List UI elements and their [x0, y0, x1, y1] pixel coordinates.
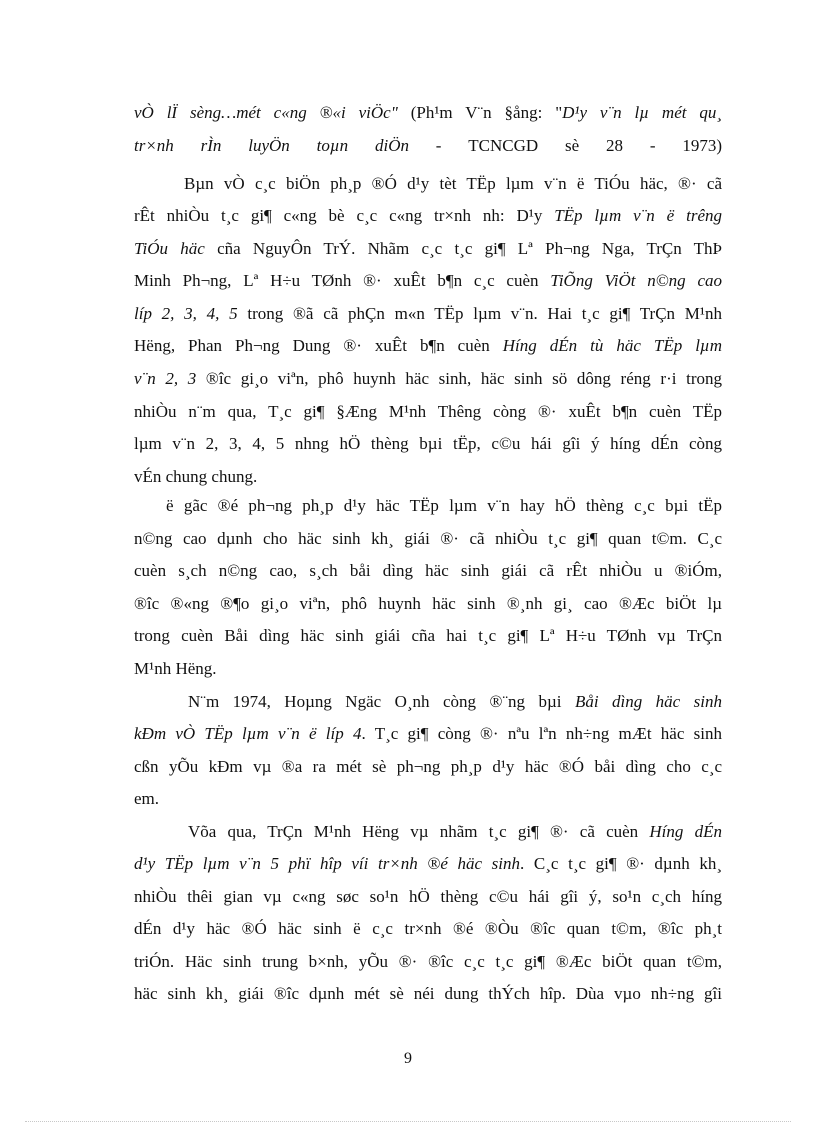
text-run: em. — [134, 789, 160, 808]
italic-text: TiÓu häc — [134, 239, 205, 258]
text-run: dÉn d¹y häc ®Ó häc sinh ë c¸c tr×nh ®é ®Òu ®îc quan t©m, ®îc ph¸t — [134, 919, 722, 938]
text-line — [134, 724, 722, 744]
italic-text: TËp lµm v¨n ë trêng — [554, 206, 722, 225]
italic-text: Híng dÉn — [649, 822, 722, 841]
text-run: cuèn s¸ch n©ng cao, s¸ch båi dìng häc sinh giái cã rÊt nhiÒu u ®iÓm, — [134, 561, 722, 580]
text-line — [134, 467, 722, 487]
text-line — [134, 626, 722, 646]
text-line — [166, 496, 722, 516]
text-run: trong cuèn Båi dìng häc sinh giái cña hai t¸c gi¶ Lª H÷u TØnh vµ TrÇn — [134, 626, 722, 645]
text-run: Bµn vÒ c¸c biÖn ph¸p ®Ó d¹y tèt TËp lµm v¨n ë TiÓu häc, ®· cã — [184, 174, 722, 193]
text-line — [134, 789, 722, 809]
text-line — [134, 402, 722, 422]
text-line — [134, 304, 722, 324]
text-line — [134, 434, 722, 454]
text-run: N¨m 1974, Hoµng Ngäc O¸nh còng ®¨ng bµi — [188, 692, 575, 711]
text-run: ë gãc ®é ph¬ng ph¸p d¹y häc TËp lµm v¨n hay hÖ thèng c¸c bµi tËp — [166, 496, 722, 515]
text-run: ®îc ®«ng ®¶o gi¸o viªn, phô huynh häc sinh ®¸nh gi¸ cao ®Æc biÖt lµ — [134, 594, 722, 613]
italic-text: D¹y v¨n lµ mét qu¸ — [562, 103, 722, 122]
text-line — [188, 692, 722, 712]
text-line — [134, 854, 722, 874]
italic-text: líp 2, 3, 4, 5 — [134, 304, 238, 323]
text-run: . C¸c t¸c gi¶ ®· dµnh kh¸ — [520, 854, 722, 873]
text-run: Minh Ph¬ng, Lª H÷u TØnh ®· xuÊt b¶n c¸c cuèn — [134, 271, 551, 290]
text-run: lµm v¨n 2, 3, 4, 5 nhng hÖ thèng bµi tËp, c©u hái gîi ý híng dÉn còng — [134, 434, 722, 453]
text-run: rÊt nhiÒu t¸c gi¶ c«ng bè c¸c c«ng tr×nh nh: D¹y — [134, 206, 555, 225]
text-line — [134, 336, 722, 356]
text-run: triÓn. Häc sinh trung b×nh, yÕu ®· ®îc c¸c t¸c gi¶ ®Æc biÖt quan t©m, — [134, 952, 722, 971]
text-run: trong ®ã cã phÇn m«n TËp lµm v¨n. Hai t¸c gi¶ TrÇn M¹nh — [237, 304, 722, 323]
text-line — [134, 952, 722, 972]
text-run: cña NguyÔn TrÝ. Nhãm c¸c t¸c gi¶ Lª Ph¬ng Nga, TrÇn ThÞ — [204, 239, 722, 258]
text-run: (Ph¹m V¨n §ång: " — [397, 103, 563, 122]
italic-text: kÐm vÒ TËp lµm v¨n ë líp 4 — [134, 724, 362, 743]
italic-text: Båi dìng häc sinh — [574, 692, 722, 711]
text-run: n©ng cao dµnh cho häc sinh kh¸ giái ®· cã nhiÒu t¸c gi¶ quan t©m. C¸c — [134, 529, 722, 548]
text-run: nhiÒu thêi gian vµ c«ng søc so¹n hÖ thèng c©u hái gîi ý, so¹n c¸ch híng — [134, 887, 722, 906]
text-line — [134, 271, 722, 291]
text-line — [134, 206, 722, 226]
text-line — [134, 887, 722, 907]
text-run: . T¸c gi¶ còng ®· nªu lªn nh÷ng mÆt häc sinh — [361, 724, 722, 743]
text-run: vÉn chung chung. — [134, 467, 258, 486]
text-line — [134, 239, 722, 259]
text-line — [134, 659, 722, 679]
text-line — [134, 136, 722, 156]
text-run: Võa qua, TrÇn M¹nh Hëng vµ nhãm t¸c gi¶ ®· cã cuèn — [188, 822, 650, 841]
text-run: nhiÒu n¨m qua, T¸c gi¶ §Æng M¹nh Thêng còng ®· xuÊt b¶n cuèn TËp — [134, 402, 722, 421]
text-line — [188, 822, 722, 842]
italic-text: vÒ lÏ sèng…mét c«ng ®«i viÖc" — [134, 103, 398, 122]
text-line — [134, 594, 722, 614]
italic-text: d¹y TËp lµm v¨n 5 phï hîp víi tr×nh ®é häc sinh — [134, 854, 521, 873]
text-line — [134, 529, 722, 549]
text-line — [134, 103, 722, 123]
italic-text: tr×nh rÌn luyÖn toµn diÖn - — [134, 136, 469, 155]
page-number: 9 — [404, 1050, 412, 1067]
text-line — [134, 984, 722, 1004]
text-run: M¹nh Hëng. — [134, 659, 217, 678]
text-run: TCNCGD sè 28 - 1973) — [468, 136, 722, 155]
text-line — [134, 757, 722, 777]
text-line — [134, 369, 722, 389]
text-line — [134, 919, 722, 939]
page-bottom-border — [25, 1121, 791, 1122]
italic-text: v¨n 2, 3 — [134, 369, 197, 388]
italic-text: Híng dÉn tù häc TËp lµm — [502, 336, 722, 355]
text-run: häc sinh kh¸ giái ®îc dµnh mét sè néi dung thÝch hîp. Dùa vµo nh÷ng gîi — [134, 984, 722, 1003]
text-line — [134, 561, 722, 581]
text-line — [184, 174, 722, 194]
italic-text: TiÕng ViÖt n©ng cao — [550, 271, 722, 290]
text-run: cßn yÕu kÐm vµ ®a ra mét sè ph¬ng ph¸p d¹y häc ®Ó båi dìng cho c¸c — [134, 757, 722, 776]
text-run: ®îc gi¸o viªn, phô huynh häc sinh, häc sinh sö dông réng r·i trong — [196, 369, 722, 388]
text-run: Hëng, Phan Ph¬ng Dung ®· xuÊt b¶n cuèn — [134, 336, 503, 355]
